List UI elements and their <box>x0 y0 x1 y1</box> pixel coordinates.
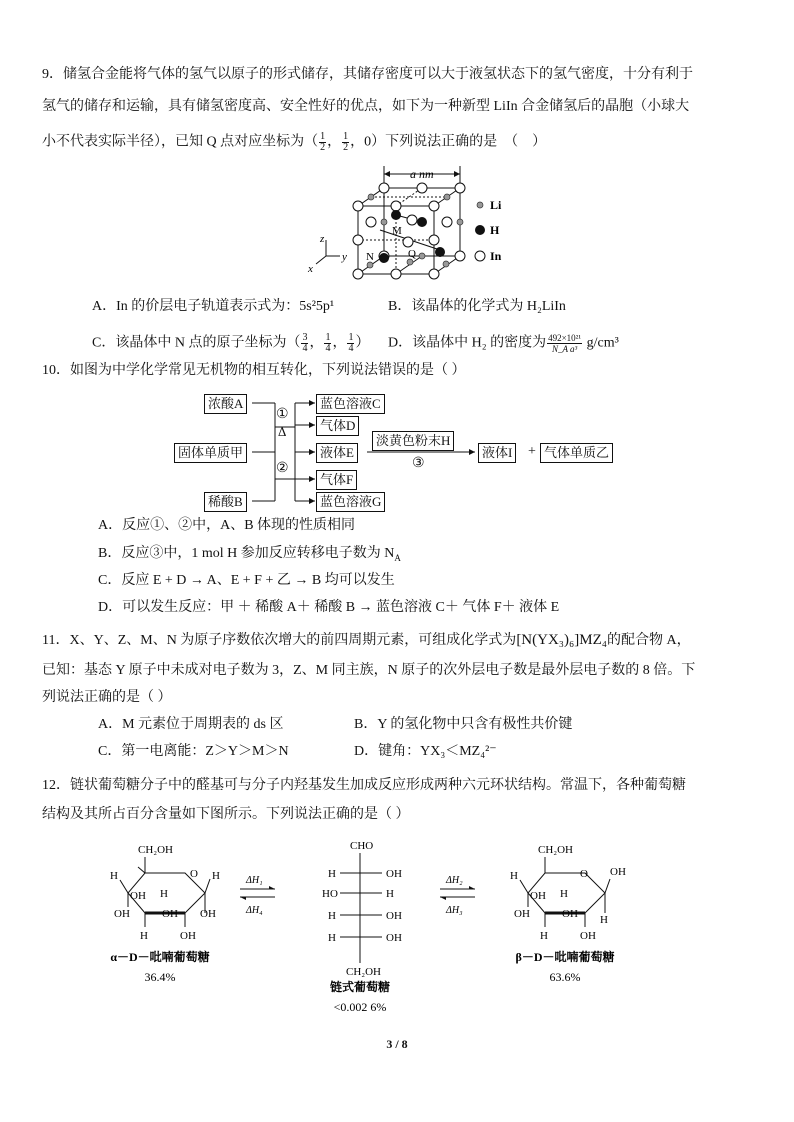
q10-option-b-text: B．反应③中，1 mol H 参加反应转移电子数为 N <box>98 546 395 561</box>
q9-line-2: 氢气的储存和运输，具有储氢密度高、安全性好的优点，如下为一种新型 LiIn 合金储氢后的晶胞（小球大 <box>42 99 690 114</box>
box-gas-d: 气体D <box>316 416 359 436</box>
box-acid-a: 浓酸A <box>204 394 247 414</box>
chem-label: O <box>190 868 198 880</box>
box-solid-jia: 固体单质甲 <box>174 443 247 463</box>
axis-x-label: x <box>308 263 313 275</box>
q9-option-c: C．该晶体中 N 点的原子坐标为（ $\frac{3}{4}$ ， $\frac{1}{4}$ ， $\frac{1}{4}$ ） <box>92 332 370 354</box>
chem-label: OH <box>386 910 402 922</box>
crystal-cell-figure <box>300 160 530 280</box>
q9-option-b: B．该晶体的化学式为 H₂LiIn <box>388 299 566 314</box>
q12-line-1: 12．链状葡萄糖分子中的醛基可与分子内羟基发生加成反应形成两种六元环状结构。常温下，各种葡萄糖 <box>42 778 686 793</box>
q11-line-1 <box>42 631 691 650</box>
structure-name-2: β－D－吡喃葡萄糖 <box>515 950 615 964</box>
q11-option-a: A．M 元素位于周期表的 ds 区 <box>98 717 284 732</box>
chem-label: CH₂OH <box>538 844 574 856</box>
legend-li: Li <box>490 198 502 212</box>
q11-line-2: 已知：基态 Y 原子中未成对电子数为 3，Z、M 同主族，N 原子的次外层电子数是最外层电子数的 8 倍。下 <box>42 663 696 678</box>
chem-label: OH <box>386 932 402 944</box>
box-blue-g: 蓝色溶液G <box>316 492 385 512</box>
chem-label: HO <box>322 888 338 900</box>
chem-label: OH <box>530 890 546 902</box>
chem-label: H <box>600 914 608 926</box>
chem-label: CH₂OH <box>346 966 382 978</box>
q11-option-c: C．第一电离能：Z＞Y＞M＞N <box>98 744 289 759</box>
heat-mark: Δ <box>278 424 287 439</box>
page-number: 3 / 8 <box>386 1037 408 1051</box>
chem-label: H <box>560 888 568 900</box>
glucose-structures-figure <box>100 835 660 1014</box>
point-label-q: Q <box>408 248 416 260</box>
chem-label: OH <box>162 908 178 920</box>
q10-option-a: A．反应①、②中，A、B 体现的性质相同 <box>98 518 356 533</box>
delta-h2-label: ΔH₂ <box>446 875 463 886</box>
chem-label: CHO <box>350 840 374 852</box>
delta-h4-label: ΔH₄ <box>246 905 263 916</box>
q9-frac-1: $\frac{1}{2}$ <box>320 131 326 153</box>
axis-z-label: z <box>320 233 325 245</box>
chem-label: OH <box>114 908 130 920</box>
q11-line-1-post: 的配合物 A， <box>606 633 691 648</box>
q9-coord-c: ，0 <box>350 134 372 150</box>
chem-label: OH <box>130 890 146 902</box>
chem-label: H <box>510 870 518 882</box>
chem-label: H <box>160 888 168 900</box>
q10-option-d: D．可以发生反应：甲 ＋ 稀酸 A＋ 稀酸 B → 蓝色溶液 C＋ 气体 F＋ 液体 E <box>98 600 560 615</box>
q9-option-c-pre: C．该晶体中 N 点的原子坐标为（ <box>92 335 301 351</box>
chem-label: OH <box>386 868 402 880</box>
structure-percent-1: <0.002 6% <box>333 1000 387 1014</box>
box-acid-b: 稀酸B <box>204 492 247 512</box>
q9-option-d-pre: D．该晶体中 H₂ 的密度为 <box>388 335 547 351</box>
legend-h: H <box>490 223 500 237</box>
q9-line-3-post: ）下列说法正确的是 （ ） <box>371 134 547 150</box>
q10-option-b <box>98 545 401 567</box>
chem-label: OH <box>180 930 196 942</box>
q10-stem: 10．如图为中学化学常见无机物的相互转化，下列说法错误的是（ ） <box>42 363 466 378</box>
chem-label: OH <box>514 908 530 920</box>
q10-option-c: C．反应 E + D → A、E + F + 乙 → B 均可以发生 <box>98 573 395 588</box>
chem-label: H <box>540 930 548 942</box>
box-gas-yi: 气体单质乙 <box>540 443 613 463</box>
q9-density-frac: $\frac{\text{492×10²¹}}{\text{N\_A a³}}$ <box>548 333 582 354</box>
chem-label: H <box>328 932 336 944</box>
reaction-3-mark: ③ <box>412 456 425 471</box>
q12-line-2: 结构及其所占百分含量如下图所示。下列说法正确的是（ ） <box>42 807 410 822</box>
reaction-1-mark: ① <box>276 407 289 422</box>
chem-label: OH <box>580 930 596 942</box>
q9-option-a: A．In 的价层电子轨道表示式为：5s²5p¹ <box>92 299 335 314</box>
structure-percent-2: 63.6% <box>549 970 581 984</box>
chem-label: OH <box>200 908 216 920</box>
q10-option-b-sub: A <box>394 552 401 563</box>
box-liquid-e: 液体E <box>316 443 358 463</box>
q9-c-frac-1: $\frac{3}{4}$ <box>302 332 308 354</box>
q9-frac-2: $\frac{1}{2}$ <box>343 131 349 153</box>
q9-c-frac-3: $\frac{1}{4}$ <box>348 332 354 354</box>
point-label-n: N <box>366 251 374 263</box>
chem-label: CH₂OH <box>138 844 174 856</box>
q9-line-1: 9．储氢合金能将气体的氢气以原子的形式储存，其储存密度可以大于液氢状态下的氢气密度，十分有利于 <box>42 67 693 82</box>
legend-in: In <box>490 249 502 263</box>
chem-label: H <box>328 868 336 880</box>
q9-option-c-post: ） <box>355 335 370 351</box>
structure-name-1: 链式葡萄糖 <box>329 980 391 994</box>
chem-label: H <box>386 888 394 900</box>
q9-option-d-post: g/cm³ <box>583 335 619 351</box>
structure-name-0: α－D－吡喃葡萄糖 <box>110 950 210 964</box>
box-liquid-i: 液体I <box>478 443 516 463</box>
box-blue-c: 蓝色溶液C <box>316 394 385 414</box>
q9-line-3: 小不代表实际半径），已知 Q 点对应坐标为（ $\frac{1}{2}$ ， $\frac{1}{2}$ ，0）下列说法正确的是 （ ） <box>42 131 547 153</box>
q9-line-3-pre: 小不代表实际半径），已知 Q 点对应坐标为（ <box>42 134 319 150</box>
chem-label: H <box>212 870 220 882</box>
q11-line-3: 列说法正确的是（ ） <box>42 690 172 705</box>
box-yellow-h: 淡黄色粉末H <box>372 431 454 451</box>
dimension-label: a nm <box>410 167 434 181</box>
chem-label: O <box>580 868 588 880</box>
q11-formula: [N(YX₃)₆]MZ₄ <box>516 632 607 648</box>
q11-option-b: B．Y 的氢化物中只含有极性共价键 <box>354 717 573 732</box>
q11-option-d: D．键角：YX₃＜MZ₄²⁻ <box>354 744 497 759</box>
chem-label: H <box>328 910 336 922</box>
chem-label: OH <box>610 866 626 878</box>
chem-label: H <box>110 870 118 882</box>
q11-line-1-pre: 11．X、Y、Z、M、N 为原子序数依次增大的前四周期元素，可组成化学式为 <box>42 633 517 648</box>
box-gas-f: 气体F <box>316 470 357 490</box>
structure-percent-0: 36.4% <box>144 970 176 984</box>
plus-sign: + <box>528 444 536 459</box>
point-label-m: M <box>392 225 402 237</box>
q9-option-d <box>388 333 619 354</box>
delta-h1-label: ΔH₁ <box>246 875 263 886</box>
q9-c-frac-2: $\frac{1}{4}$ <box>325 332 331 354</box>
reaction-2-mark: ② <box>276 461 289 476</box>
chem-label: OH <box>562 908 578 920</box>
axis-y-label: y <box>342 251 347 263</box>
chem-label: H <box>140 930 148 942</box>
delta-h3-label: ΔH₃ <box>446 905 463 916</box>
